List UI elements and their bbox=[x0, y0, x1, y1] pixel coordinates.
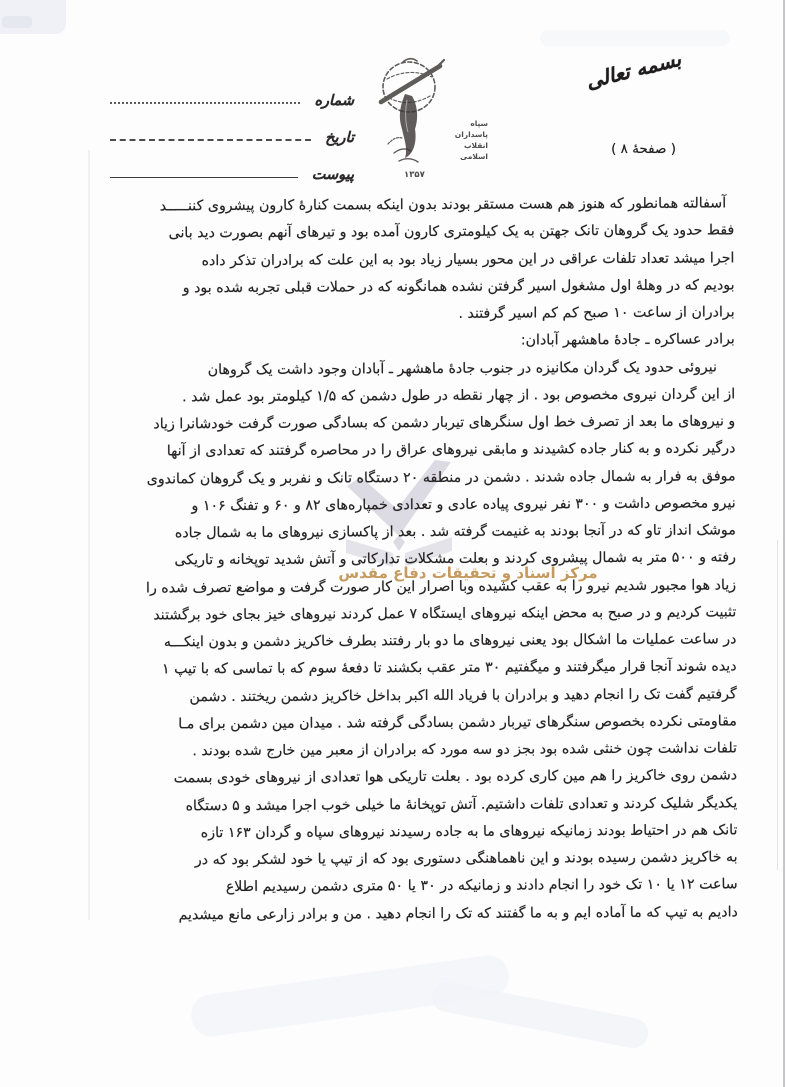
scan-artifact bbox=[540, 30, 730, 46]
irgc-org-line: انقلاب bbox=[463, 141, 488, 150]
irgc-emblem-icon bbox=[374, 56, 450, 170]
irgc-org-line: پاسداران bbox=[454, 130, 488, 139]
form-row-date bbox=[106, 109, 354, 146]
body-line: تثبیت کردیم و در صبح به محض اینکه نیروهای ایستگاه ۷ عمل کردند نیروهای خیز بجای خود برگشتند bbox=[153, 604, 737, 624]
body-line: از این گردان نیروی مخصوص بود . از چهار نقطه در طول دشمن که ۱/۵ کیلومتر بود عمل شد . bbox=[182, 386, 736, 406]
besmele-handwriting: بسمه تعالی bbox=[583, 46, 684, 94]
body-line: تلفات نداشت چون خنثی شده بود بجز دو سه مورد که برادران از معبر مین خارج شده بودند . bbox=[192, 740, 738, 760]
body-line: فقط حدود یک گروهان تانک جهتن به یک کیلومتری کارون آمده بود و تیرهای آنهم بصورت دید بانی bbox=[168, 222, 735, 242]
body-line: نیرو مخصوص داشت و ۳۰۰ نفر نیروی پیاده عادی و تعدادی خمپاره‌های ۸۲ و ۶۰ و تفنگ ۱۰۶ و bbox=[191, 495, 736, 514]
body-line: اجرا میشد تعداد تلفات عراقی در این محور بسیار زیاد بود به این علت که برادران تذکر داده bbox=[201, 249, 735, 269]
form-row-serial bbox=[106, 72, 354, 109]
watermark-text: مرکز اسناد و تحقیقات دفاع مقدس bbox=[338, 564, 598, 582]
attachment-label: پیوست bbox=[311, 167, 354, 183]
body-line: در ساعت عملیات ما اشکال بود یعنی نیروهای ما دو بار رفتند بطرف خاکریز دشمن و بدون اینکـــه bbox=[163, 631, 737, 651]
body-line: زیاد هوا مجبور شدیم نیرو را به عقب کشیده وبا اصرار این کار صورت گرفت و مواضع تصرف شده را bbox=[145, 576, 737, 596]
body-line: دادیم به تیپ که ما آماده ایم و به ما گفتند که تک را انجام دهید . من و برادر زارعی مانع میشدیم bbox=[178, 903, 738, 923]
body-line: دشمن روی خاکریز را هم مین کاری کرده بود . بعلت تاریکی هوا تعدادی از نیروهای خودی بسمت bbox=[173, 767, 738, 787]
body-line: آسفالته همانطور که هنوز هم هست مستقر بودند بدون اینکه بسمت کنارهٔ کارون پیشروی کننـــــد bbox=[159, 195, 727, 215]
body-line: نیروئی حدود یک گردان مکانیزه در جنوب جادهٔ ماهشهر ـ آبادان وجود داشت یک گروهان bbox=[207, 358, 718, 378]
scan-artifact bbox=[88, 150, 90, 920]
body-line: به خاکریز دشمن رسیده بودند و این ناهماهنگی دستوری بود که از تیپ یا خود لشکر بود که در bbox=[194, 849, 738, 869]
body-line: رفته و ۵۰۰ متر به شمال پیشروی کردند و بعلت مشکلات تدارکاتی و آتش شدید توپخانه و تاریکی bbox=[174, 549, 737, 569]
form-row-attachment bbox=[106, 146, 354, 183]
report-body bbox=[110, 195, 738, 934]
serial-label: شماره bbox=[314, 93, 354, 109]
scan-edge-line bbox=[783, 0, 785, 1087]
scan-artifact bbox=[429, 979, 651, 1050]
date-blank-line bbox=[110, 138, 311, 141]
body-line: موشک انداز تاو که در آنجا بودند به غنیمت گرفته شد . بعد از پاکسازی نیروهای ما به شمال جاده bbox=[174, 522, 736, 542]
body-line: برادران از ساعت ۱۰ صبح کم کم اسیر گرفتند . bbox=[458, 304, 735, 322]
body-line: ساعت ۱۲ یا ۱۰ تک خود را انجام دادند و زمانیکه در ۳۰ یا ۵۰ متری دشمن رسیدیم اطلاع bbox=[225, 876, 738, 896]
date-label: تاریخ bbox=[325, 130, 354, 146]
irgc-stamp bbox=[374, 56, 488, 180]
serial-blank-line bbox=[110, 101, 300, 104]
body-line: یکدیگر شلیک کردند و تعدادی تلفات داشتیم. آتش توپخانهٔ ما خیلی خوب اجرا میشد و ۵ دستگاه bbox=[185, 794, 738, 814]
scan-artifact bbox=[0, 0, 66, 34]
body-line: درگیر نکرده و به کنار جاده کشیدند و مابقی نیروهای عراق را در محاصره گرفتند که تعدادی از آنها bbox=[166, 440, 736, 460]
irgc-founding-year: ۱۳۵۷ bbox=[404, 170, 425, 180]
irgc-org-line: سپاه bbox=[470, 119, 488, 128]
scan-artifact bbox=[2, 16, 32, 28]
irgc-org-name bbox=[455, 118, 488, 162]
body-line: بودیم که در وهلهٔ اول مشغول اسیر گرفتن نشده همانگونه که در حملات قبلی تجربه شده بود و bbox=[182, 277, 735, 297]
scan-edge-line bbox=[777, 540, 778, 870]
body-line: موفق به فرار به شمال جاده شدند . دشمن در منطقه ۲۰ دستگاه تانک و نفربر و یک گروهان کماندوی bbox=[146, 467, 736, 487]
body-line: و نیروهای ما بعد از تصرف خط اول سنگرهای تیربار دشمن که بسادگی صورت گرفت خودشانرا زیاد bbox=[153, 413, 736, 433]
body-line: دیده شوند آنجا قرار میگرفتند و میگفتیم ۳۰ متر عقب بکشند تا دفعهٔ سوم که با تماسی که با تیپ ۱ bbox=[161, 658, 737, 678]
scan-artifact bbox=[189, 953, 512, 1039]
body-line: تانک هم در احتیاط بودند زمانیکه نیروهای ما به جاده رسیدند نیروهای سپاه و گردان ۱۶۳ تازه bbox=[200, 822, 738, 841]
body-line: مقاومتی نکرده بخصوص سنگرهای تیربار دشمن بسادگی گرفته شد . میدان مین دشمن برای مـا bbox=[178, 713, 737, 733]
irgc-org-line: اسلامی bbox=[460, 152, 488, 161]
attachment-blank-line bbox=[110, 176, 298, 178]
letterhead-form bbox=[106, 72, 354, 183]
body-line: گرفتیم گفت تک را انجام دهید و برادران با فریاد الله اکبر بداخل خاکریز دشمن ریختند . دشمن bbox=[189, 685, 737, 705]
body-section-heading: برادر عساکره ـ جادهٔ ماهشهر آبادان: bbox=[520, 331, 735, 349]
page-number: ( صفحهٔ ۸ ) bbox=[611, 141, 676, 157]
